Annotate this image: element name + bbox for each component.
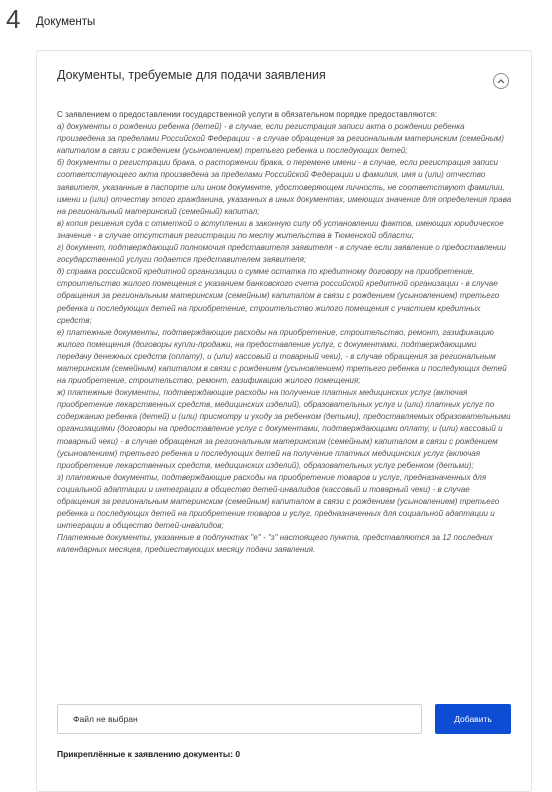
intro-text: С заявлением о предоставлении государственной услуги в обязательном порядке предоставляются: <box>57 110 438 119</box>
step-number: 4 <box>6 4 21 34</box>
requirement-item-d: д) справка российской кредитной организации о сумме остатка по кредитному договору на приобретение, строительство жилого помещения с указанием банковского счета российской кредитной организации - в случае обращения за региональным материнским (семейным) капиталом в связи с рождением (усыновлением) третьего ребенка и последующих детей на приобретение, строительство жилого помещения с участием кредитных средств; <box>57 267 500 325</box>
requirement-item-v: в) копия решения суда с отметкой о вступлении в законную силу об установлении фактов, имеющих юридическое значение - в случае отсутствия регистрации по месту жительства в Тюменской области; <box>57 218 504 240</box>
requirement-item-b: б) документы о регистрации брака, о расторжении брака, о перемене имени - в случае, если регистрация записи соответствующего акта произведена за пределами Российской Федерации и фамилия, имя и (или) отчество заявителя, указанные в паспорте или ином документе, удостоверяющем личность, не соответствуют фамилии, имени и (или) отчеству этого гражданина, указанных в иных документах, имеющих значение для определения права на региональный материнский (семейный) капитал; <box>57 158 512 216</box>
requirement-item-a: а) документы о рождении ребенка (детей) - в случае, если регистрация записи акта о рождении ребенка произведена за пределами Российской Федерации - в случае обращения за региональным материнским (семейным) капиталом в связи с рождением (усыновлением) третьего ребенка и последующих детей; <box>57 122 504 156</box>
collapse-button[interactable] <box>493 73 509 89</box>
attached-documents-count: Прикреплённые к заявлению документы: 0 <box>57 749 241 759</box>
requirement-item-zh: ж) платежные документы, подтверждающие расходы на получение платных медицинских услуг (включая приобретение лекарственных средств, медицинских изделий), образовательных услуг и (или) платных услуг по содержанию ребенка (детей) и (или) присмотру и уходу за ребенком (детьми), предоставляемых образовательными организациями (договоры на предоставление услуг с документами, подтверждающими оплату, и (или) кассовый и товарный чеки) - в случае обращения за региональным материнским (семейным) капиталом в связи с рождением (усыновлением) третьего ребенка и последующих детей на получение платных медицинских услуг (включая приобретение лекарственных средств, медицинских изделий), образовательных услуг ребенком (детьми); <box>57 388 511 470</box>
file-status-text: Файл не выбран <box>73 714 138 724</box>
documents-card <box>36 50 532 792</box>
section-title: Документы, требуемые для подачи заявления <box>57 68 326 82</box>
requirements-text <box>57 109 512 556</box>
file-upload-row <box>57 704 511 734</box>
requirement-item-z: з) платежные документы, подтверждающие расходы на приобретение товаров и услуг, предназначенных для социальной адаптации и интеграции в общество детей-инвалидов (кассовый и товарный чеки) - в случае обращения за региональным материнским (семейным) капиталом в связи с рождением (усыновлением) третьего ребенка и последующих детей на приобретение товаров и услуг, предназначенных для социальной адаптации и интеграции в общество детей-инвалидов; <box>57 472 500 531</box>
file-input[interactable] <box>57 704 422 734</box>
step-title: Документы <box>36 16 96 28</box>
requirement-item-g: г) документ, подтверждающий полномочия представителя заявителя - в случае если заявление о предоставлении государственной услуги подается представителем заявителя; <box>57 243 506 265</box>
chevron-up-icon <box>497 78 505 84</box>
requirement-item-e: е) платежные документы, подтверждающие расходы на приобретение, строительство, ремонт, газификацию жилого помещения (договоры купли-продажи, на предоставление услуг, с документами, подтверждающими передачу денежных средств (оплату), и (или) кассовый и товарный чеки), - в случае обращения за региональным материнским (семейным) капиталом в связи с рождением (усыновлением) третьего ребенка и последующих детей на приобретение, строительство, ремонт, газификацию жилого помещения; <box>57 327 507 386</box>
payment-note: Платежные документы, указанные в подпунктах "е" - "з" настоящего пункта, представляются за 12 последних календарных месяцев, предшествующих месяцу подачи заявления. <box>57 533 493 555</box>
add-button[interactable]: Добавить <box>435 704 511 734</box>
